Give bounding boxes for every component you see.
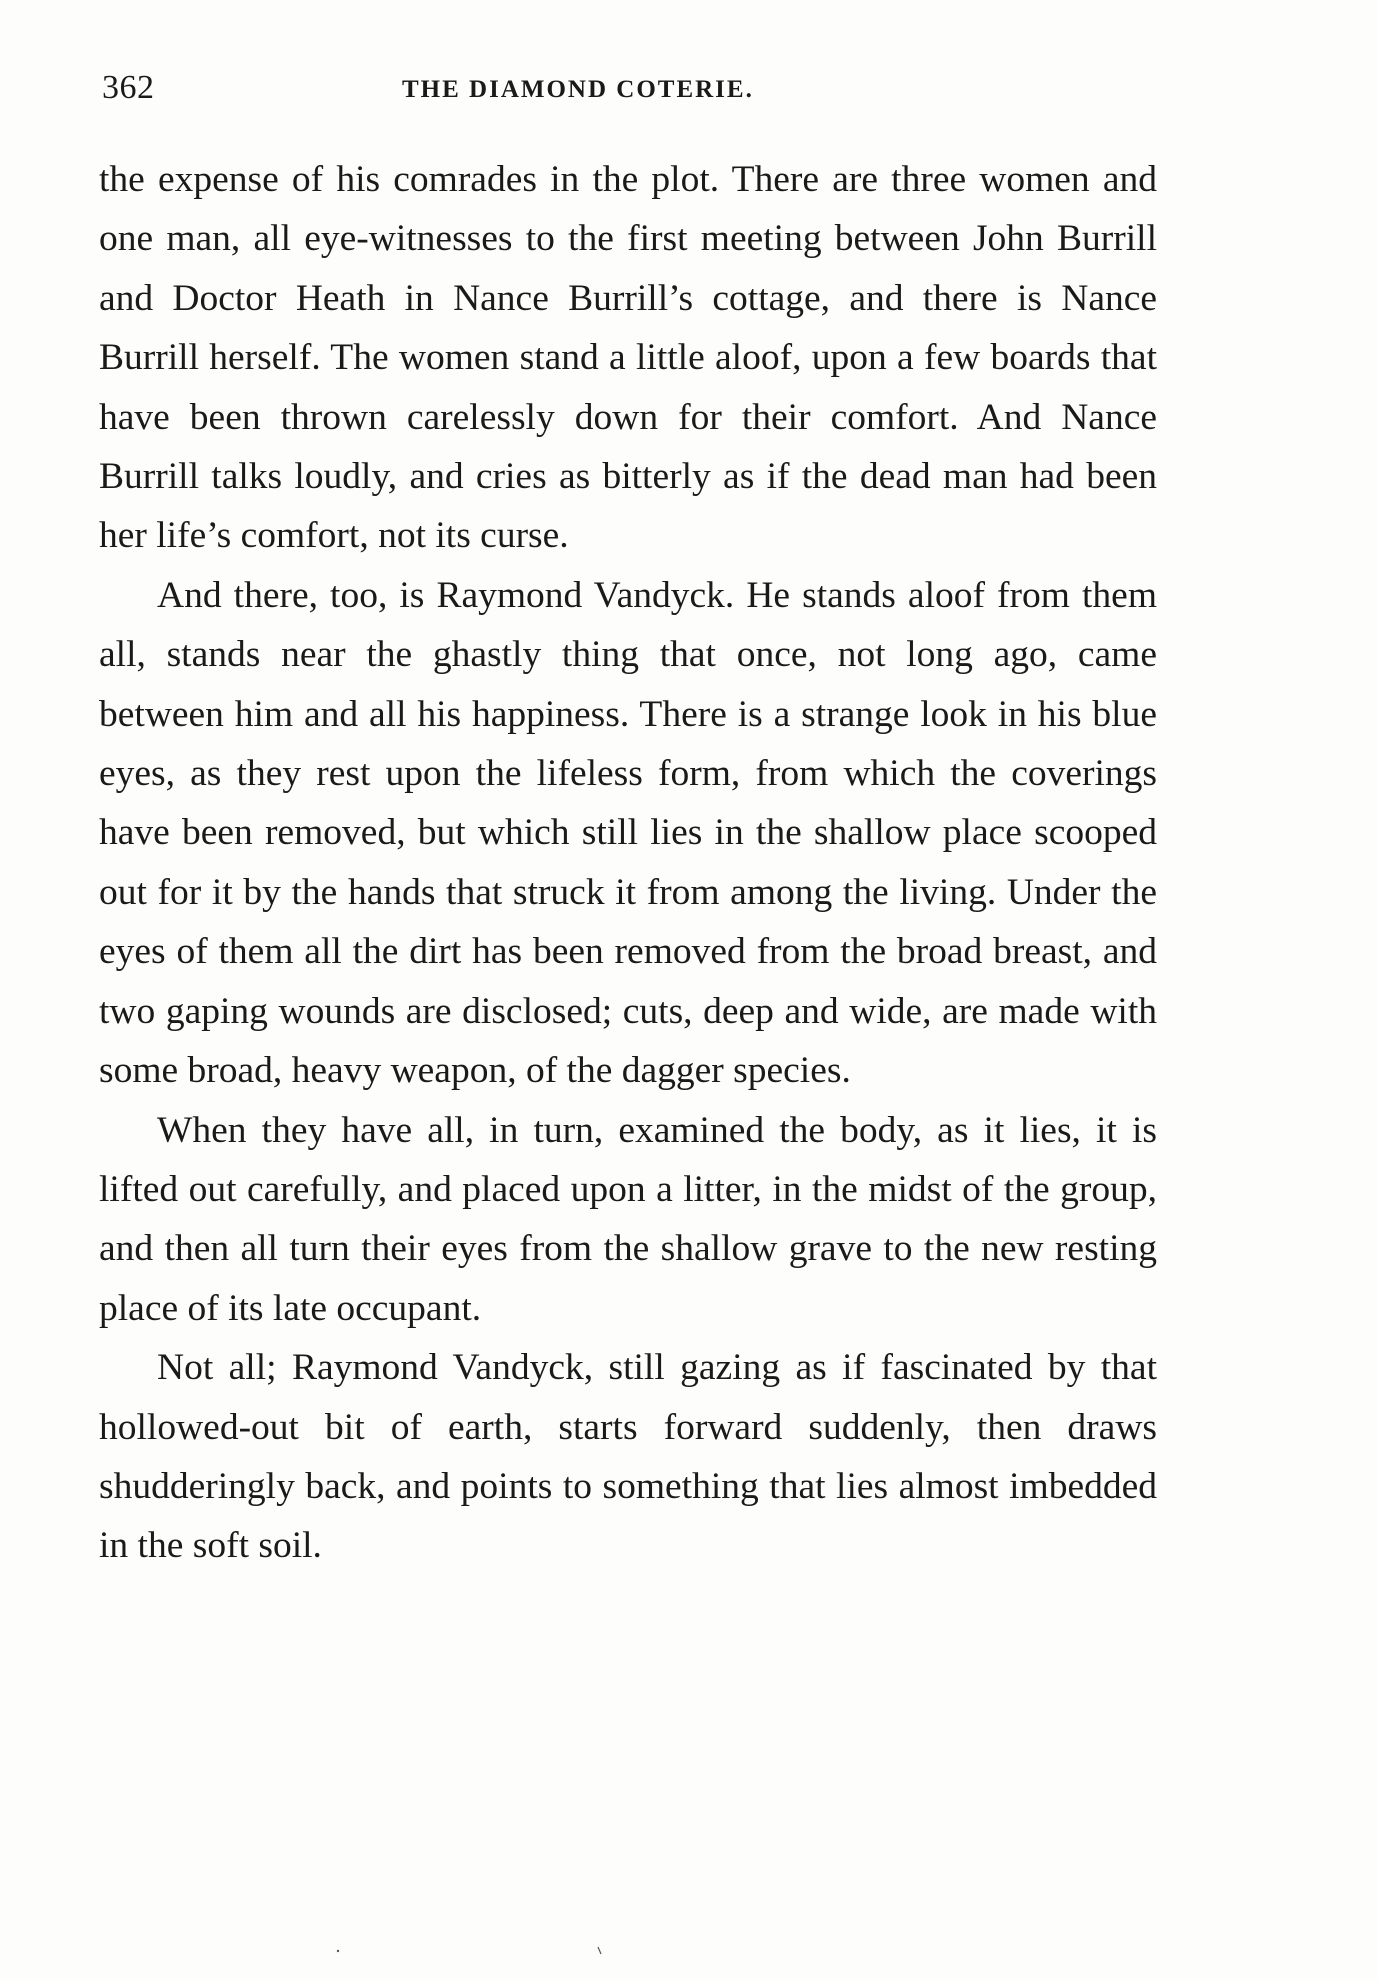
speck	[598, 1947, 601, 1954]
paragraph: Not all; Raymond Vandyck, still gazing as if fascinated by that hollowed-out bit of earth, starts forward suddenly, then draws shudderingly back, and points to something that lies almost imbedded in the soft soil.	[99, 1347, 1157, 1567]
speck	[337, 1950, 339, 1952]
print-specks	[0, 1945, 1378, 1965]
running-head	[0, 66, 1150, 110]
page-number: 362	[102, 69, 155, 106]
paragraph: the expense of his comrades in the plot. There are three women and one man, all eye-witnesses to the first meeting between John Burrill and Doctor Heath in Nance Burrill’s cottage, and there is Nance Burrill herself. The women stand a little aloof, upon a few boards that have been thrown carelessly down for their comfort. And Nance Burrill talks loudly, and cries as bitterly as if the dead man had been her life’s comfort, not its curse.	[99, 159, 1157, 557]
body-text	[99, 150, 1157, 1576]
paragraph: When they have all, in turn, examined the body, as it lies, it is lifted out carefully, and placed upon a litter, in the midst of the group, and then all turn their eyes from the shallow grave to the new resting place of its late occupant.	[99, 1109, 1157, 1329]
paragraph: And there, too, is Raymond Vandyck. He stands aloof from them all, stands near the ghastly thing that once, not long ago, came between him and all his happiness. There is a strange look in his blue eyes, as they rest upon the lifeless form, from which the coverings have been removed, but which still lies in the shallow place scooped out for it by the hands that struck it from among the living. Under the eyes of them all the dirt has been removed from the broad breast, and two gaping wounds are disclosed; cuts, deep and wide, are made with some broad, heavy weapon, of the dagger species.	[99, 574, 1157, 1092]
book-title: THE DIAMOND COTERIE.	[402, 76, 754, 103]
